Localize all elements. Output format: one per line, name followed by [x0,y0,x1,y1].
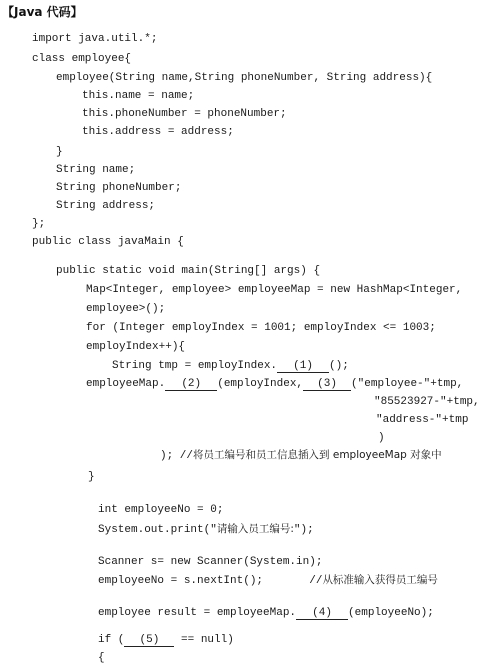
blank-5[interactable]: (5) [124,634,174,647]
blank-4[interactable]: (4) [296,607,348,620]
code-line: employee>(); [86,303,166,315]
code-line: Map<Integer, employee> employeeMap = new HashMap<Integer, [86,284,463,296]
code-line: import java.util.*; [32,33,158,45]
code-line: class employee{ [32,53,132,65]
section-header: 【Java 代码】 [2,5,83,19]
code-line: public static void main(String[] args) { [56,265,321,277]
code-line: } [56,146,63,158]
blank-3[interactable]: (3) [303,378,351,391]
code-line: public class javaMain { [32,236,184,248]
code-line: String phoneNumber; [56,182,182,194]
code-comment: 从标准输入获得员工编号 [322,574,438,586]
code-line: employIndex++){ [86,341,186,353]
code-line: this.name = name; [82,90,195,102]
code-comment: 将员工编号和员工信息插入到 employeeMap 对象中 [193,449,442,461]
code-line: String tmp = employIndex. (1) (); [112,360,349,372]
code-line: employeeNo = s.nextInt(); //从标准输入获得员工编号 [98,574,438,587]
code-line: "85523927-"+tmp, [374,396,480,408]
blank-2[interactable]: (2) [165,378,217,391]
code-line: } [88,471,95,483]
code-line: employee result = employeeMap. (4) (employeeNo); [98,607,434,619]
code-line: this.phoneNumber = phoneNumber; [82,108,287,120]
code-line: if ( (5) == null) [98,634,234,646]
code-line: this.address = address; [82,126,234,138]
code-line: int employeeNo = 0; [98,504,224,516]
code-line: Scanner s= new Scanner(System.in); [98,556,323,568]
code-line: "address-"+tmp [376,414,469,426]
code-line: for (Integer employIndex = 1001; employIndex <= 1003; [86,322,436,334]
blank-1[interactable]: (1) [277,360,329,373]
code-line: ) [378,432,385,444]
code-line: { [98,652,105,664]
string-literal: 请输入员工编号: [216,523,294,535]
code-line: employee(String name,String phoneNumber, String address){ [56,72,433,84]
code-line: }; [32,218,46,230]
code-line: String name; [56,164,136,176]
code-line: System.out.print("请输入员工编号:"); [98,523,314,536]
code-line: employeeMap. (2) (employIndex, (3) ("employee-"+tmp, [86,378,464,390]
code-line: ); //将员工编号和员工信息插入到 employeeMap 对象中 [160,449,442,462]
code-line: String address; [56,200,156,212]
